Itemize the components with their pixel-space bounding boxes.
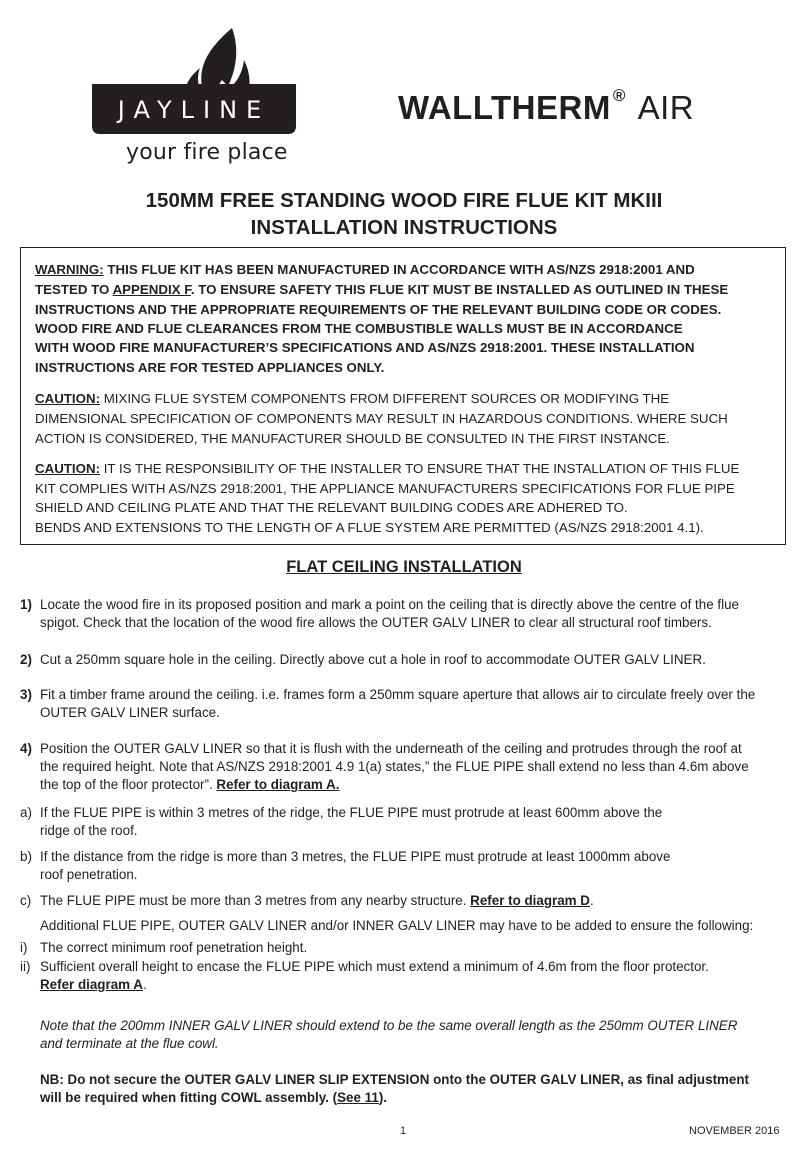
step-4-number: 4) bbox=[20, 741, 32, 756]
caution2-line-2: KIT COMPLIES WITH AS/NZS 2918:2001, THE APPLIANCE MANUFACTURERS SPECIFICATIONS FOR FLUE PIPE bbox=[35, 481, 735, 496]
step-1-line-2: spigot. Check that the location of the wood fire allows the OUTER GALV LINER to clear all structural roof timbers. bbox=[40, 615, 712, 630]
nb-line-2: will be required when fitting COWL assembly. (See 11). bbox=[40, 1090, 388, 1105]
refer-diagram-d-link[interactable]: Refer to diagram D bbox=[470, 893, 590, 908]
item-i-label: i) bbox=[20, 940, 28, 955]
nb-line-1: NB: Do not secure the OUTER GALV LINER SLIP EXTENSION onto the OUTER GALV LINER, as final adjustment bbox=[40, 1072, 750, 1087]
warning-line-1: WARNING: THIS FLUE KIT HAS BEEN MANUFACTURED IN ACCORDANCE WITH AS/NZS 2918:2001 AND bbox=[35, 262, 695, 277]
caution2-line-1: CAUTION: IT IS THE RESPONSIBILITY OF THE INSTALLER TO ENSURE THAT THE INSTALLATION OF THIS FLUE bbox=[35, 461, 740, 476]
caution1-line-2: DIMENSIONAL SPECIFICATION OF COMPONENTS MAY RESULT IN HAZARDOUS CONDITIONS. WHERE SUCH bbox=[35, 411, 728, 426]
registered-mark: ® bbox=[612, 86, 626, 105]
item-b-line-2: roof penetration. bbox=[40, 867, 138, 882]
doc-title-line1: 150MM FREE STANDING WOOD FIRE FLUE KIT MKIII bbox=[145, 189, 663, 212]
logo-text: JAYLINE bbox=[117, 96, 271, 124]
appendix-f-link: APPENDIX F bbox=[112, 282, 191, 297]
item-b-label: b) bbox=[20, 849, 32, 864]
warning-line-3: INSTRUCTIONS AND THE APPROPRIATE REQUIREMENTS OF THE RELEVANT BUILDING CODE OR CODES. bbox=[35, 302, 722, 317]
item-a-line-2: ridge of the roof. bbox=[40, 823, 138, 838]
warning-line-6: INSTRUCTIONS ARE FOR TESTED APPLIANCES ONLY. bbox=[35, 360, 385, 375]
caution2-line-4: BENDS AND EXTENSIONS TO THE LENGTH OF A FLUE SYSTEM ARE PERMITTED (AS/NZS 2918:2001 4.1). bbox=[35, 520, 704, 535]
warning-label: WARNING: bbox=[35, 262, 104, 277]
item-a-label: a) bbox=[20, 805, 32, 820]
item-c-label: c) bbox=[20, 893, 32, 908]
step-3-line-2: OUTER GALV LINER surface. bbox=[40, 705, 220, 720]
product-name bbox=[398, 86, 694, 127]
warning-line-4: WOOD FIRE AND FLUE CLEARANCES FROM THE COMBUSTIBLE WALLS MUST BE IN ACCORDANCE bbox=[35, 321, 683, 336]
caution1-line-3: ACTION IS CONSIDERED, THE MANUFACTURER SHOULD BE CONSULTED IN THE FIRST INSTANCE. bbox=[35, 431, 670, 446]
caution2-label: CAUTION: bbox=[35, 461, 100, 476]
tagline: your fire place bbox=[126, 140, 288, 165]
step-4-line-1: Position the OUTER GALV LINER so that it is flush with the underneath of the ceiling and protrudes through the roof at bbox=[40, 741, 742, 756]
refer-diagram-a-link[interactable]: Refer to diagram A. bbox=[216, 777, 340, 792]
item-ii-line-1: Sufficient overall height to encase the FLUE PIPE which must extend a minimum of 4.6m from the floor protector. bbox=[40, 959, 709, 974]
doc-title-line2: INSTALLATION INSTRUCTIONS bbox=[250, 216, 558, 239]
step-1-line-1: Locate the wood fire in its proposed position and mark a point on the ceiling that is directly above the centre of the flue bbox=[40, 597, 739, 612]
caution1-label: CAUTION: bbox=[35, 391, 100, 406]
footer-date: NOVEMBER 2016 bbox=[689, 1125, 780, 1137]
item-b-line-1: If the distance from the ridge is more than 3 metres, the FLUE PIPE must protrude at least 1000mm above bbox=[40, 849, 671, 864]
warning-line-5: WITH WOOD FIRE MANUFACTURER’S SPECIFICATIONS AND AS/NZS 2918:2001. THESE INSTALLATION bbox=[35, 340, 695, 355]
item-ii-line-2: Refer diagram A. bbox=[40, 977, 147, 992]
item-a-line-1: If the FLUE PIPE is within 3 metres of the ridge, the FLUE PIPE must protrude at least 600mm above the bbox=[40, 805, 663, 820]
item-i-line-1: The correct minimum roof penetration height. bbox=[40, 940, 308, 955]
step-1-number: 1) bbox=[20, 597, 32, 612]
step-2-number: 2) bbox=[20, 652, 32, 667]
item-ii-label: ii) bbox=[20, 959, 31, 974]
section-heading: FLAT CEILING INSTALLATION bbox=[286, 558, 522, 576]
step-3-number: 3) bbox=[20, 687, 32, 702]
warning-line-2: TESTED TO APPENDIX F. TO ENSURE SAFETY THIS FLUE KIT MUST BE INSTALLED AS OUTLINED IN THESE bbox=[35, 282, 729, 297]
page-number: 1 bbox=[400, 1125, 407, 1137]
step-3-line-1: Fit a timber frame around the ceiling. i.e. frames form a 250mm square aperture that allows air to circulate freely over the bbox=[40, 687, 756, 702]
caution2-line-3: SHIELD AND CEILING PLATE AND THAT THE RELEVANT BUILDING CODES ARE ADHERED TO. bbox=[35, 500, 628, 515]
item-c-line-1: The FLUE PIPE must be more than 3 metres from any nearby structure. Refer to diagram D. bbox=[40, 893, 594, 908]
product-title: WALLTHERM bbox=[398, 89, 611, 126]
see-11-link[interactable]: See 11 bbox=[337, 1090, 379, 1105]
note-line-2: and terminate at the flue cowl. bbox=[40, 1036, 219, 1051]
product-suffix: AIR bbox=[637, 89, 695, 126]
additional-text: Additional FLUE PIPE, OUTER GALV LINER and/or INNER GALV LINER may have to be added to ensure the following: bbox=[40, 918, 754, 933]
step-2-line-1: Cut a 250mm square hole in the ceiling. Directly above cut a hole in roof to accommodate OUTER GALV LINER. bbox=[40, 652, 706, 667]
step-4-line-2: the required height. Note that AS/NZS 2918:2001 4.9 1(a) states,” the FLUE PIPE shall extend no less than 4.6m above bbox=[40, 759, 749, 774]
note-line-1: Note that the 200mm INNER GALV LINER should extend to be the same overall length as the 250mm OUTER LINER bbox=[40, 1018, 738, 1033]
caution1-line-1: CAUTION: MIXING FLUE SYSTEM COMPONENTS FROM DIFFERENT SOURCES OR MODIFYING THE bbox=[35, 391, 670, 406]
step-4-line-3: the top of the floor protector”. Refer to diagram A. bbox=[40, 777, 340, 792]
refer-diagram-a-link-2[interactable]: Refer diagram A bbox=[40, 977, 143, 992]
